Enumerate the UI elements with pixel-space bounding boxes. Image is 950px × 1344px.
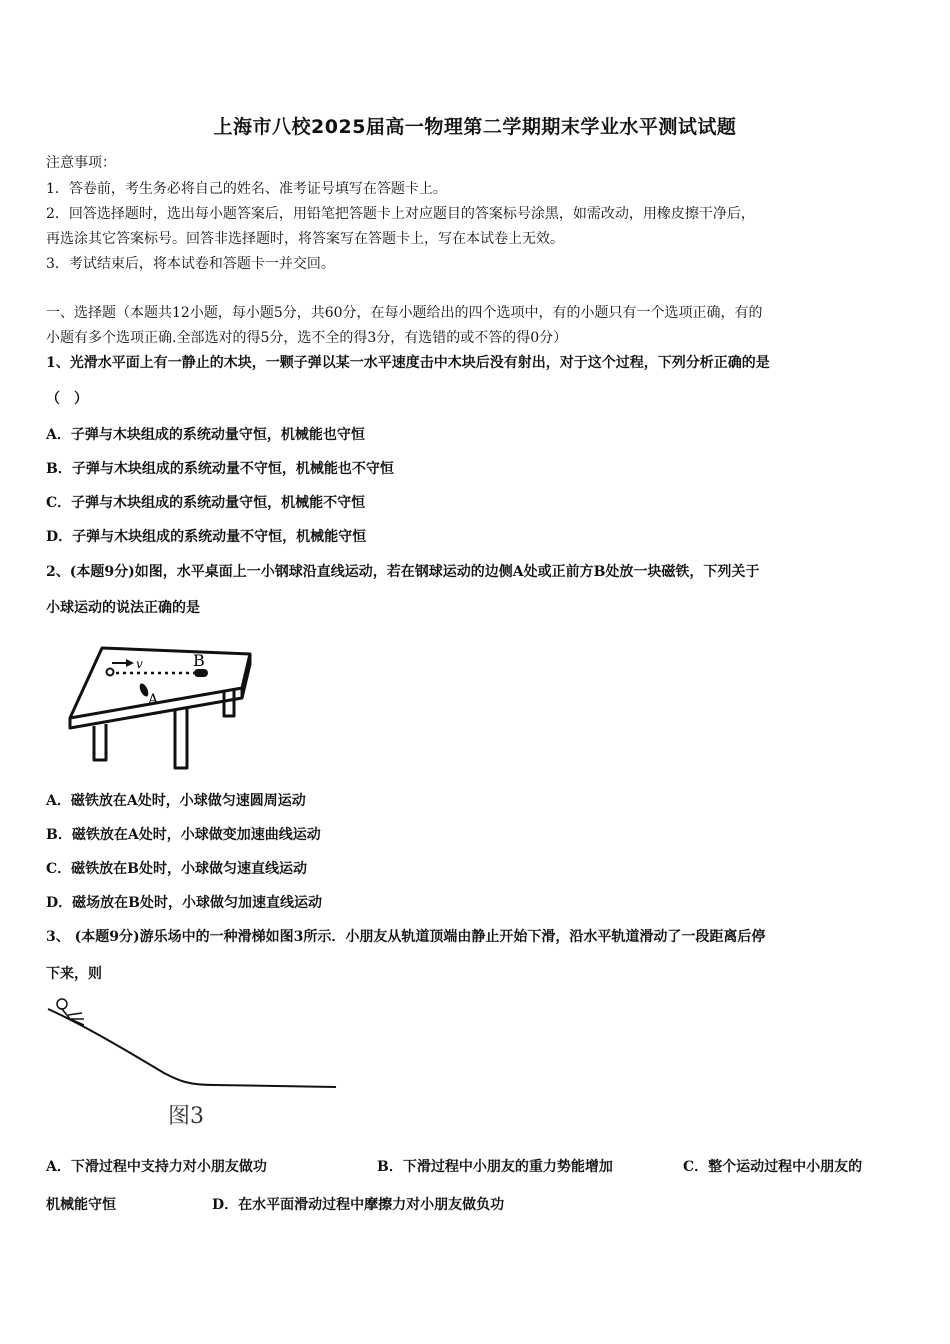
figure-caption: 图3: [168, 1104, 204, 1129]
slide-track: [48, 1009, 336, 1087]
option-text: 在水平面滑动过程中摩擦力对小朋友做负功: [238, 1197, 505, 1213]
question-2-stem: 2、(本题9分)如图，水平桌面上一小钢球沿直线运动，若在钢球运动的边侧A处或正前方B处放一块磁铁，下列关于: [46, 564, 760, 580]
question-1-blank: （ ）: [46, 391, 88, 407]
section-intro: 一、选择题（本题共12小题，每小题5分，共60分，在每小题给出的四个选项中，有的小题只有一个选项正确，有的: [46, 305, 763, 321]
question-2-stem: 小球运动的说法正确的是: [46, 600, 200, 616]
option-key: D．: [46, 895, 73, 911]
option-key: B．: [46, 827, 72, 843]
option-text: 下滑过程中支持力对小朋友做功: [70, 1159, 267, 1175]
q3-option-b[interactable]: [377, 1156, 613, 1176]
q1-option-b[interactable]: [46, 458, 394, 478]
arrow-head: [126, 659, 134, 667]
notice-item: 3．考试结束后，将本试卷和答题卡一并交回。: [46, 256, 335, 272]
option-key: A．: [46, 793, 71, 809]
option-key: A．: [46, 427, 71, 443]
q2-option-c[interactable]: [46, 858, 307, 878]
q3-option-c-continued[interactable]: [46, 1194, 116, 1214]
question-1-stem: 1、光滑水平面上有一静止的木块，一颗子弹以某一水平速度击中木块后没有射出，对于这个过程，下列分析正确的是: [46, 355, 770, 371]
option-text: 子弹与木块组成的系统动量不守恒，机械能也不守恒: [71, 461, 394, 477]
option-key: C．: [683, 1159, 709, 1175]
table-leg: [224, 688, 234, 716]
label-a: A: [148, 692, 159, 708]
option-key: A．: [46, 1159, 71, 1175]
child-head: [57, 999, 67, 1009]
table-side: [242, 654, 250, 698]
notice-item: 再选涂其它答案标号。回答非选择题时，将答案写在答题卡上，写在本试卷上无效。: [46, 231, 564, 247]
option-text: 磁场放在B处时，小球做匀加速直线运动: [72, 895, 322, 911]
q3-option-a[interactable]: [46, 1156, 267, 1176]
notice-item: 1．答卷前，考生务必将自己的姓名、准考证号填写在答题卡上。: [46, 181, 447, 197]
q1-option-d[interactable]: [46, 526, 366, 546]
option-text: 整个运动过程中小朋友的: [708, 1159, 863, 1175]
option-key: C．: [46, 861, 72, 877]
notice-heading: 注意事项：: [46, 155, 116, 171]
option-text: 机械能守恒: [46, 1197, 116, 1213]
option-key: C．: [46, 495, 72, 511]
option-key: B．: [377, 1159, 403, 1175]
table-figure: [60, 640, 260, 775]
notice-item: 2．回答选择题时，选出每小题答案后，用铅笔把答题卡上对应题目的答案标号涂黑，如需改动，用橡皮擦干净后，: [46, 206, 755, 222]
question-3-stem: 下来，则: [46, 966, 102, 982]
q1-option-a[interactable]: [46, 424, 365, 444]
option-text: 磁铁放在A处时，小球做变加速曲线运动: [71, 827, 321, 843]
magnet-b: [194, 669, 208, 677]
q3-option-c[interactable]: [683, 1156, 862, 1176]
slide-figure: [44, 995, 344, 1135]
option-key: D．: [212, 1197, 239, 1213]
label-b: B: [193, 651, 205, 670]
option-text: 下滑过程中小朋友的重力势能增加: [402, 1159, 613, 1175]
question-3-stem: 3、 (本题9分)游乐场中的一种滑梯如图3所示．小朋友从轨道顶端由静止开始下滑，沿水平轨道滑动了一段距离后停: [46, 929, 766, 945]
q2-option-a[interactable]: [46, 790, 306, 810]
q1-option-c[interactable]: [46, 492, 365, 512]
option-key: D．: [46, 529, 73, 545]
q2-option-b[interactable]: [46, 824, 321, 844]
steel-ball: [107, 669, 114, 676]
option-text: 磁铁放在A处时，小球做匀速圆周运动: [70, 793, 306, 809]
option-key: B．: [46, 461, 72, 477]
option-text: 子弹与木块组成的系统动量守恒，机械能也守恒: [70, 427, 365, 443]
option-text: 子弹与木块组成的系统动量守恒，机械能不守恒: [71, 495, 366, 511]
table-leg: [94, 724, 106, 760]
q2-option-d[interactable]: [46, 892, 322, 912]
page-title: 上海市八校2025届高一物理第二学期期末学业水平测试试题: [213, 116, 737, 138]
option-text: 子弹与木块组成的系统动量不守恒，机械能守恒: [72, 529, 367, 545]
table-leg: [175, 708, 187, 768]
q3-option-d[interactable]: [212, 1194, 504, 1214]
option-text: 磁铁放在B处时，小球做匀速直线运动: [71, 861, 307, 877]
label-v: v: [136, 657, 143, 671]
section-intro: 小题有多个选项正确.全部选对的得5分，选不全的得3分，有选错的或不答的得0分）: [46, 330, 568, 346]
